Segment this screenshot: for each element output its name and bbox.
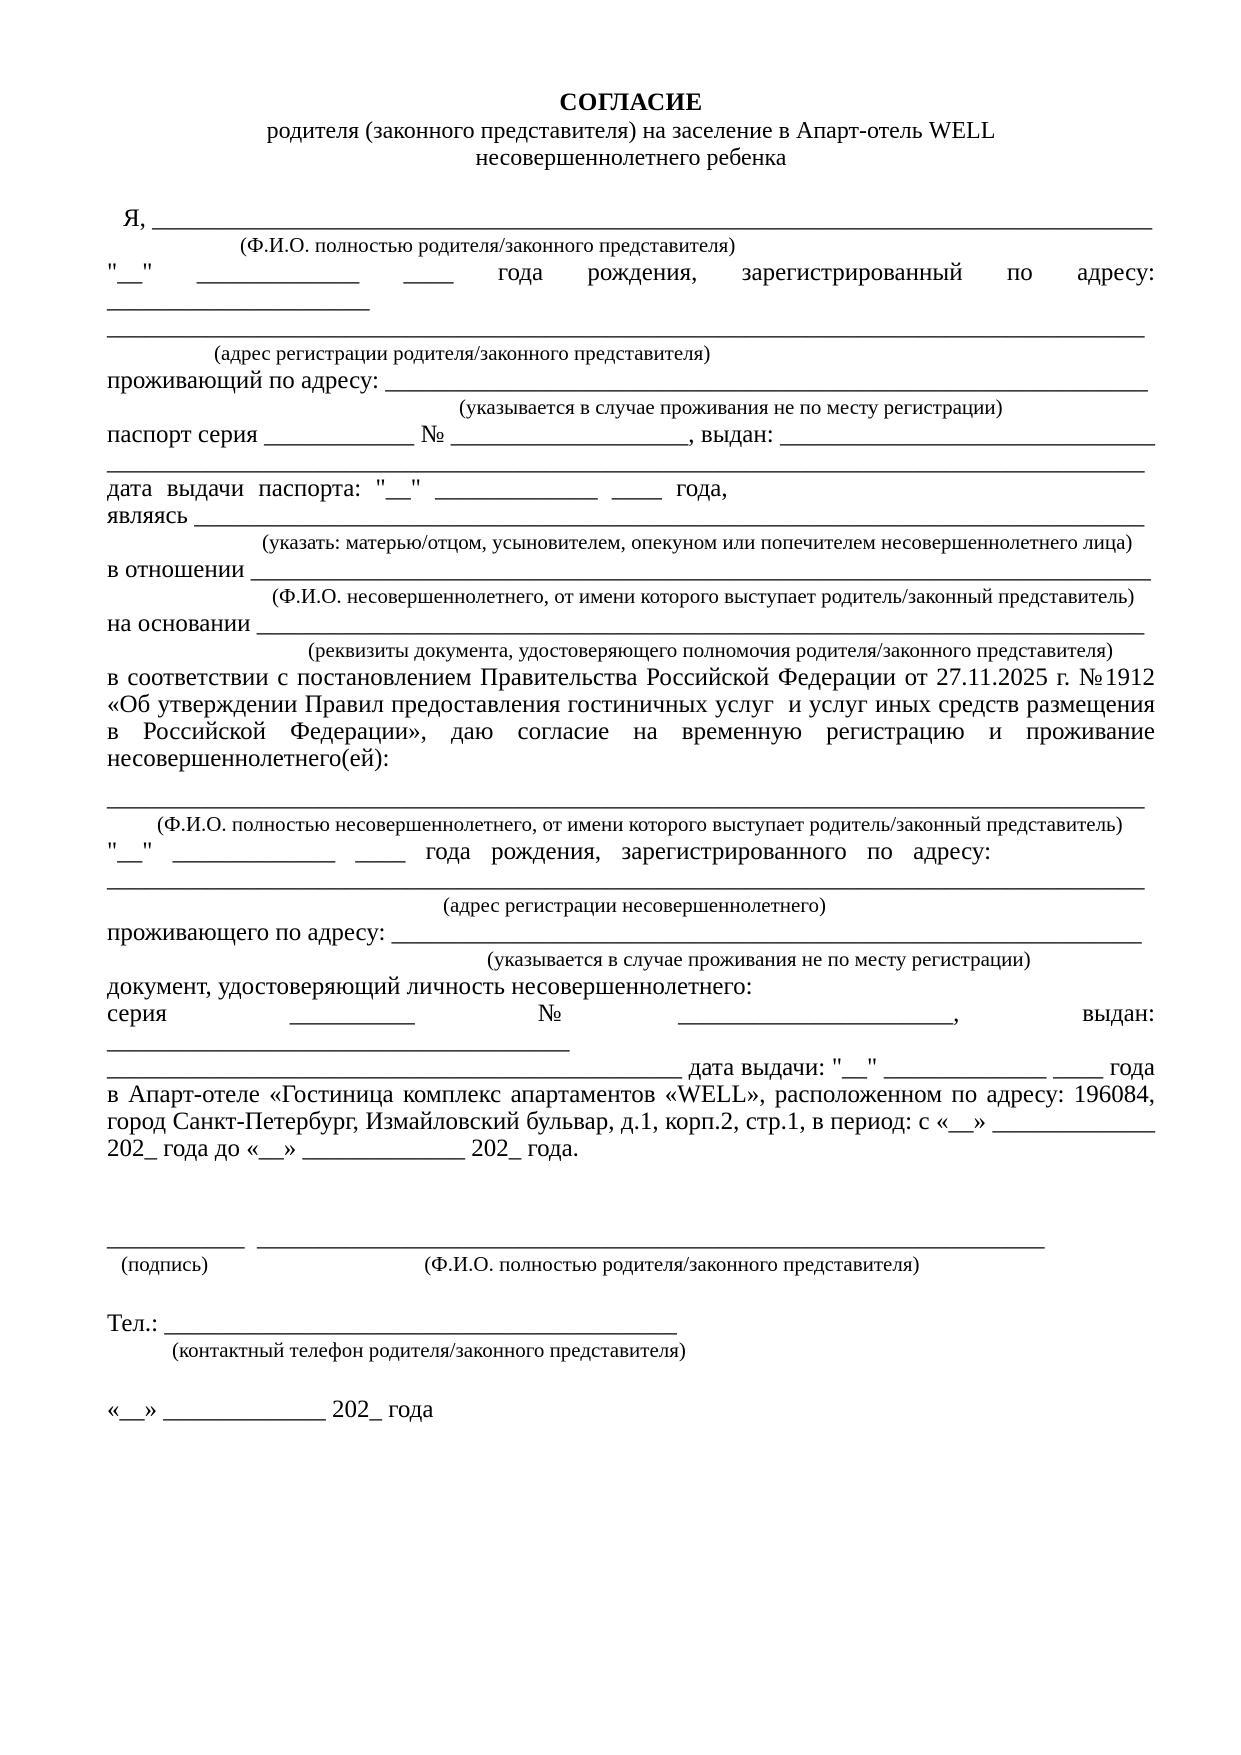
document-subtitle: родителя (законного представителя) на заселение в Апарт-отель WELL	[266, 118, 996, 144]
minor-registration-address-caption: (адрес регистрации несовершеннолетнего)	[443, 893, 826, 917]
parent-name-blank-line: Я, ________________________________________________________________________________	[123, 205, 1153, 232]
minor-relation-line: в отношении ________________________________________________________________________	[107, 556, 1151, 583]
signature-blank-line: ___________ _______________________________________________________________	[107, 1224, 1045, 1251]
passport-issuer-blank-line: ___________________________________________________________________________________	[107, 448, 1145, 475]
authority-basis-caption: (реквизиты документа, удостоверяющего полномочия родителя/законного представителя)	[308, 638, 1113, 662]
minor-registration-address-blank-line: ___________________________________________________________________________________	[107, 865, 1145, 892]
parent-residence-address-caption: (указывается в случае проживания не по месту регистрации)	[459, 395, 1003, 419]
parent-registration-address-caption: (адрес регистрации родителя/законного представителя)	[214, 341, 711, 365]
signature-caption-row	[107, 1251, 1155, 1278]
minor-id-issue-date-line: ______________________________________________ дата выдачи: "__" _____________ ____ года	[107, 1054, 1155, 1081]
consent-statement: в соответствии с постановлением Правительства Российской Федерации от 27.11.2025 г. №1912 «Об утверждении Правил предоставления гостиничных услуг и услуг иных средств размещения в Российской Федерации», даю согласие на временную регистрацию и проживание несовершеннолетнего(ей):	[107, 664, 1155, 772]
stay-period-end-line: 202_ года до «__» _____________ 202_ года.	[107, 1135, 579, 1162]
parent-role-line: являясь ____________________________________________________________________________	[107, 502, 1145, 529]
minor-name-caption: (Ф.И.О. полностью несовершеннолетнего, от имени которого выступает родитель/законный представитель)	[157, 812, 1123, 836]
minor-residence-address-line: проживающего по адресу: ____________________________________________________________	[107, 919, 1142, 946]
minor-relation-caption: (Ф.И.О. несовершеннолетнего, от имени которого выступает родитель/законный представитель)	[272, 584, 1135, 608]
minor-id-series-line: серия __________ №______________________, выдан: _____________________________________	[107, 1000, 1155, 1054]
signature-caption: (подпись)	[121, 1252, 209, 1276]
minor-residence-address-caption: (указывается в случае проживания не по месту регистрации)	[487, 947, 1031, 971]
parent-residence-address-line: проживающий по адресу: _____________________________________________________________	[107, 367, 1148, 394]
document-date-line: «__» _____________ 202_ года	[107, 1396, 434, 1423]
hotel-name-line: в Апарт-отеле «Гостиница комплекс апартаментов «WELL», расположенном по адресу: 196084,	[107, 1081, 1155, 1108]
parent-name-caption: (Ф.И.О. полностью родителя/законного представителя)	[240, 233, 736, 257]
phone-line: Тел.: _________________________________________	[107, 1310, 677, 1337]
document-subtitle-2: несовершеннолетнего ребенка	[475, 145, 787, 171]
authority-basis-line: на основании _______________________________________________________________________	[107, 610, 1145, 637]
minor-id-document-label: документ, удостоверяющий личность несовершеннолетнего:	[107, 973, 753, 1000]
hotel-address-period-line: город Санкт-Петербург, Измайловский бульвар, д.1, корп.2, стр.1, в период: с «__» _____________	[107, 1108, 1155, 1135]
parent-role-caption: (указать: матерью/отцом, усыновителем, опекуном или попечителем несовершеннолетнего лица)	[262, 530, 1133, 554]
passport-series-line: паспорт серия ____________ № ___________________, выдан: ______________________________	[107, 421, 1155, 448]
minor-birthdate-line: "__" _____________ ____ года рождения, зарегистрированного по адресу:	[107, 838, 992, 865]
parent-registration-address-blank-line: ___________________________________________________________________________________	[107, 313, 1145, 340]
document-title: СОГЛАСИЕ	[559, 89, 703, 116]
passport-issue-date-line: дата выдачи паспорта: "__" _____________ ____ года,	[107, 475, 728, 502]
minor-name-blank-line: ___________________________________________________________________________________	[107, 784, 1145, 811]
parent-birthdate-line: "__" _____________ ____ года рождения, зарегистрированный по адресу: _____________________	[107, 259, 1155, 313]
signature-fio-caption: (Ф.И.О. полностью родителя/законного представителя)	[424, 1252, 920, 1276]
phone-caption: (контактный телефон родителя/законного представителя)	[172, 1338, 686, 1362]
